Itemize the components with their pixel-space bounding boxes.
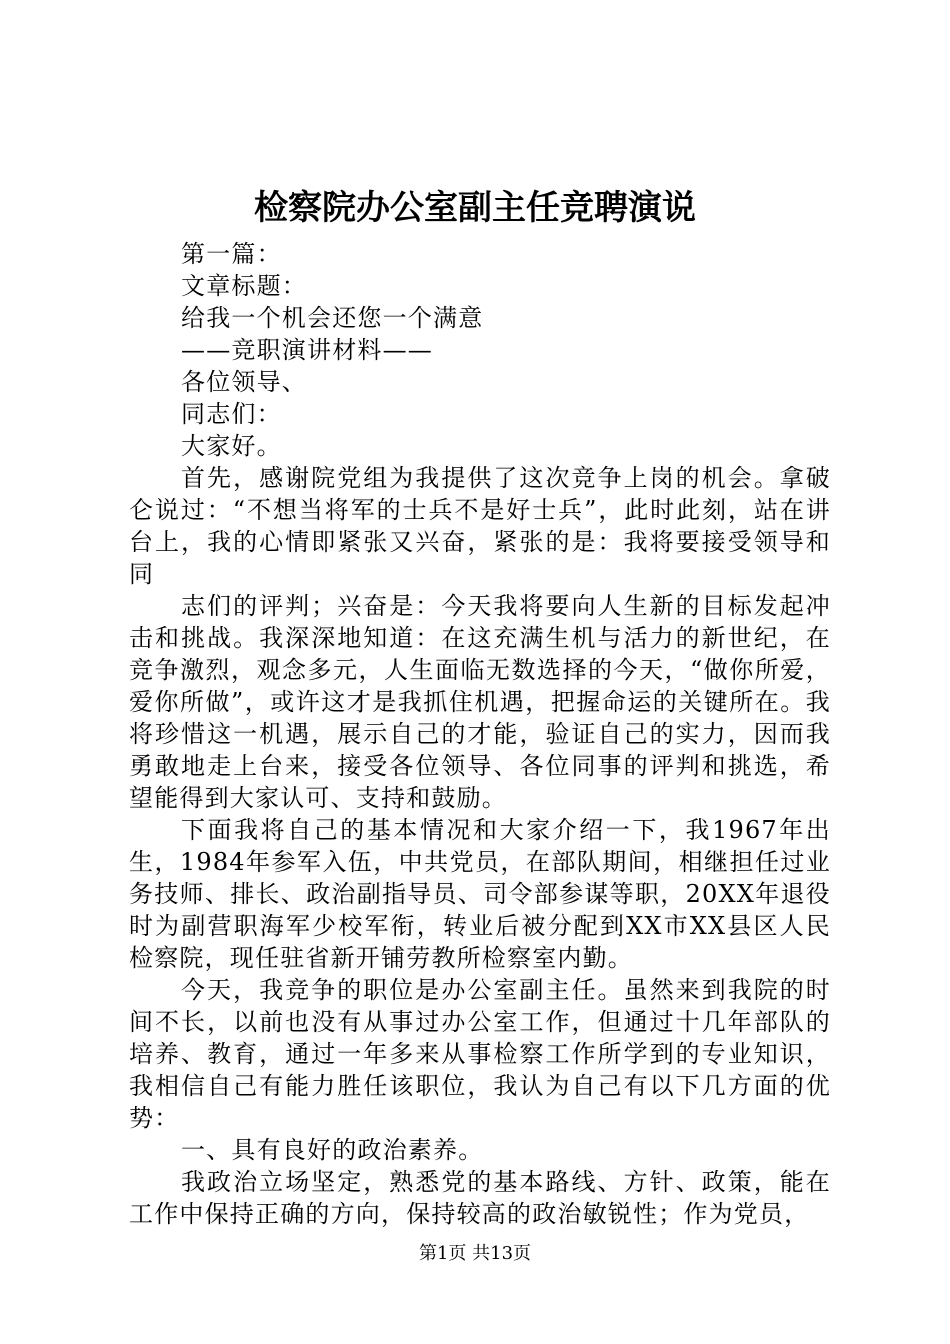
paragraph: 下面我将自己的基本情况和大家介绍一下，我1967年出生，1984年参军入伍，中共党员，在部队期间，相继担任过业务技师、排长、政治副指导员、司令部参谋等职，20XX年退役时为副营职海军少校军衔，转业后被分配到XX市XX县区人民检察院，现任驻省新开铺劳教所检察室内勤。 <box>129 816 831 972</box>
paragraph: ——竞职演讲材料—— <box>181 336 433 364</box>
paragraph: 同志们： <box>181 400 282 428</box>
paragraph: 一、具有良好的政治素养。 <box>181 1136 484 1164</box>
document-body <box>129 238 831 1230</box>
paragraph: 给我一个机会还您一个满意 <box>181 304 484 332</box>
paragraph: 第一篇： <box>181 240 282 268</box>
paragraph: 我政治立场坚定，熟悉党的基本路线、方针、政策，能在工作中保持正确的方向，保持较高的政治敏锐性；作为党员， <box>129 1168 831 1228</box>
paragraph: 志们的评判；兴奋是：今天我将要向人生新的目标发起冲击和挑战。我深深地知道：在这充满生机与活力的新世纪，在竞争激烈，观念多元，人生面临无数选择的今天，“做你所爱，爱你所做”，或许这才是我抓住机遇，把握命运的关键所在。我将珍惜这一机遇，展示自己的才能，验证自己的实力，因而我勇敢地走上台来，接受各位领导、各位同事的评判和挑选，希望能得到大家认可、支持和鼓励。 <box>129 592 831 812</box>
paragraph: 各位领导、 <box>181 368 307 396</box>
paragraph: 文章标题： <box>181 272 307 300</box>
paragraph: 大家好。 <box>181 432 282 460</box>
paragraph: 首先，感谢院党组为我提供了这次竞争上岗的机会。拿破仑说过：“不想当将军的士兵不是好士兵”，此时此刻，站在讲台上，我的心情即紧张又兴奋，紧张的是：我将要接受领导和同 <box>129 464 831 588</box>
page-footer: 第1页 共13页 <box>418 1243 532 1264</box>
document-title: 检察院办公室副主任竞聘演说 <box>254 188 696 228</box>
paragraph: 今天，我竞争的职位是办公室副主任。虽然来到我院的时间不长，以前也没有从事过办公室工作，但通过十几年部队的培养、教育，通过一年多来从事检察工作所学到的专业知识，我相信自己有能力胜任该职位，我认为自己有以下几方面的优势： <box>129 976 831 1132</box>
